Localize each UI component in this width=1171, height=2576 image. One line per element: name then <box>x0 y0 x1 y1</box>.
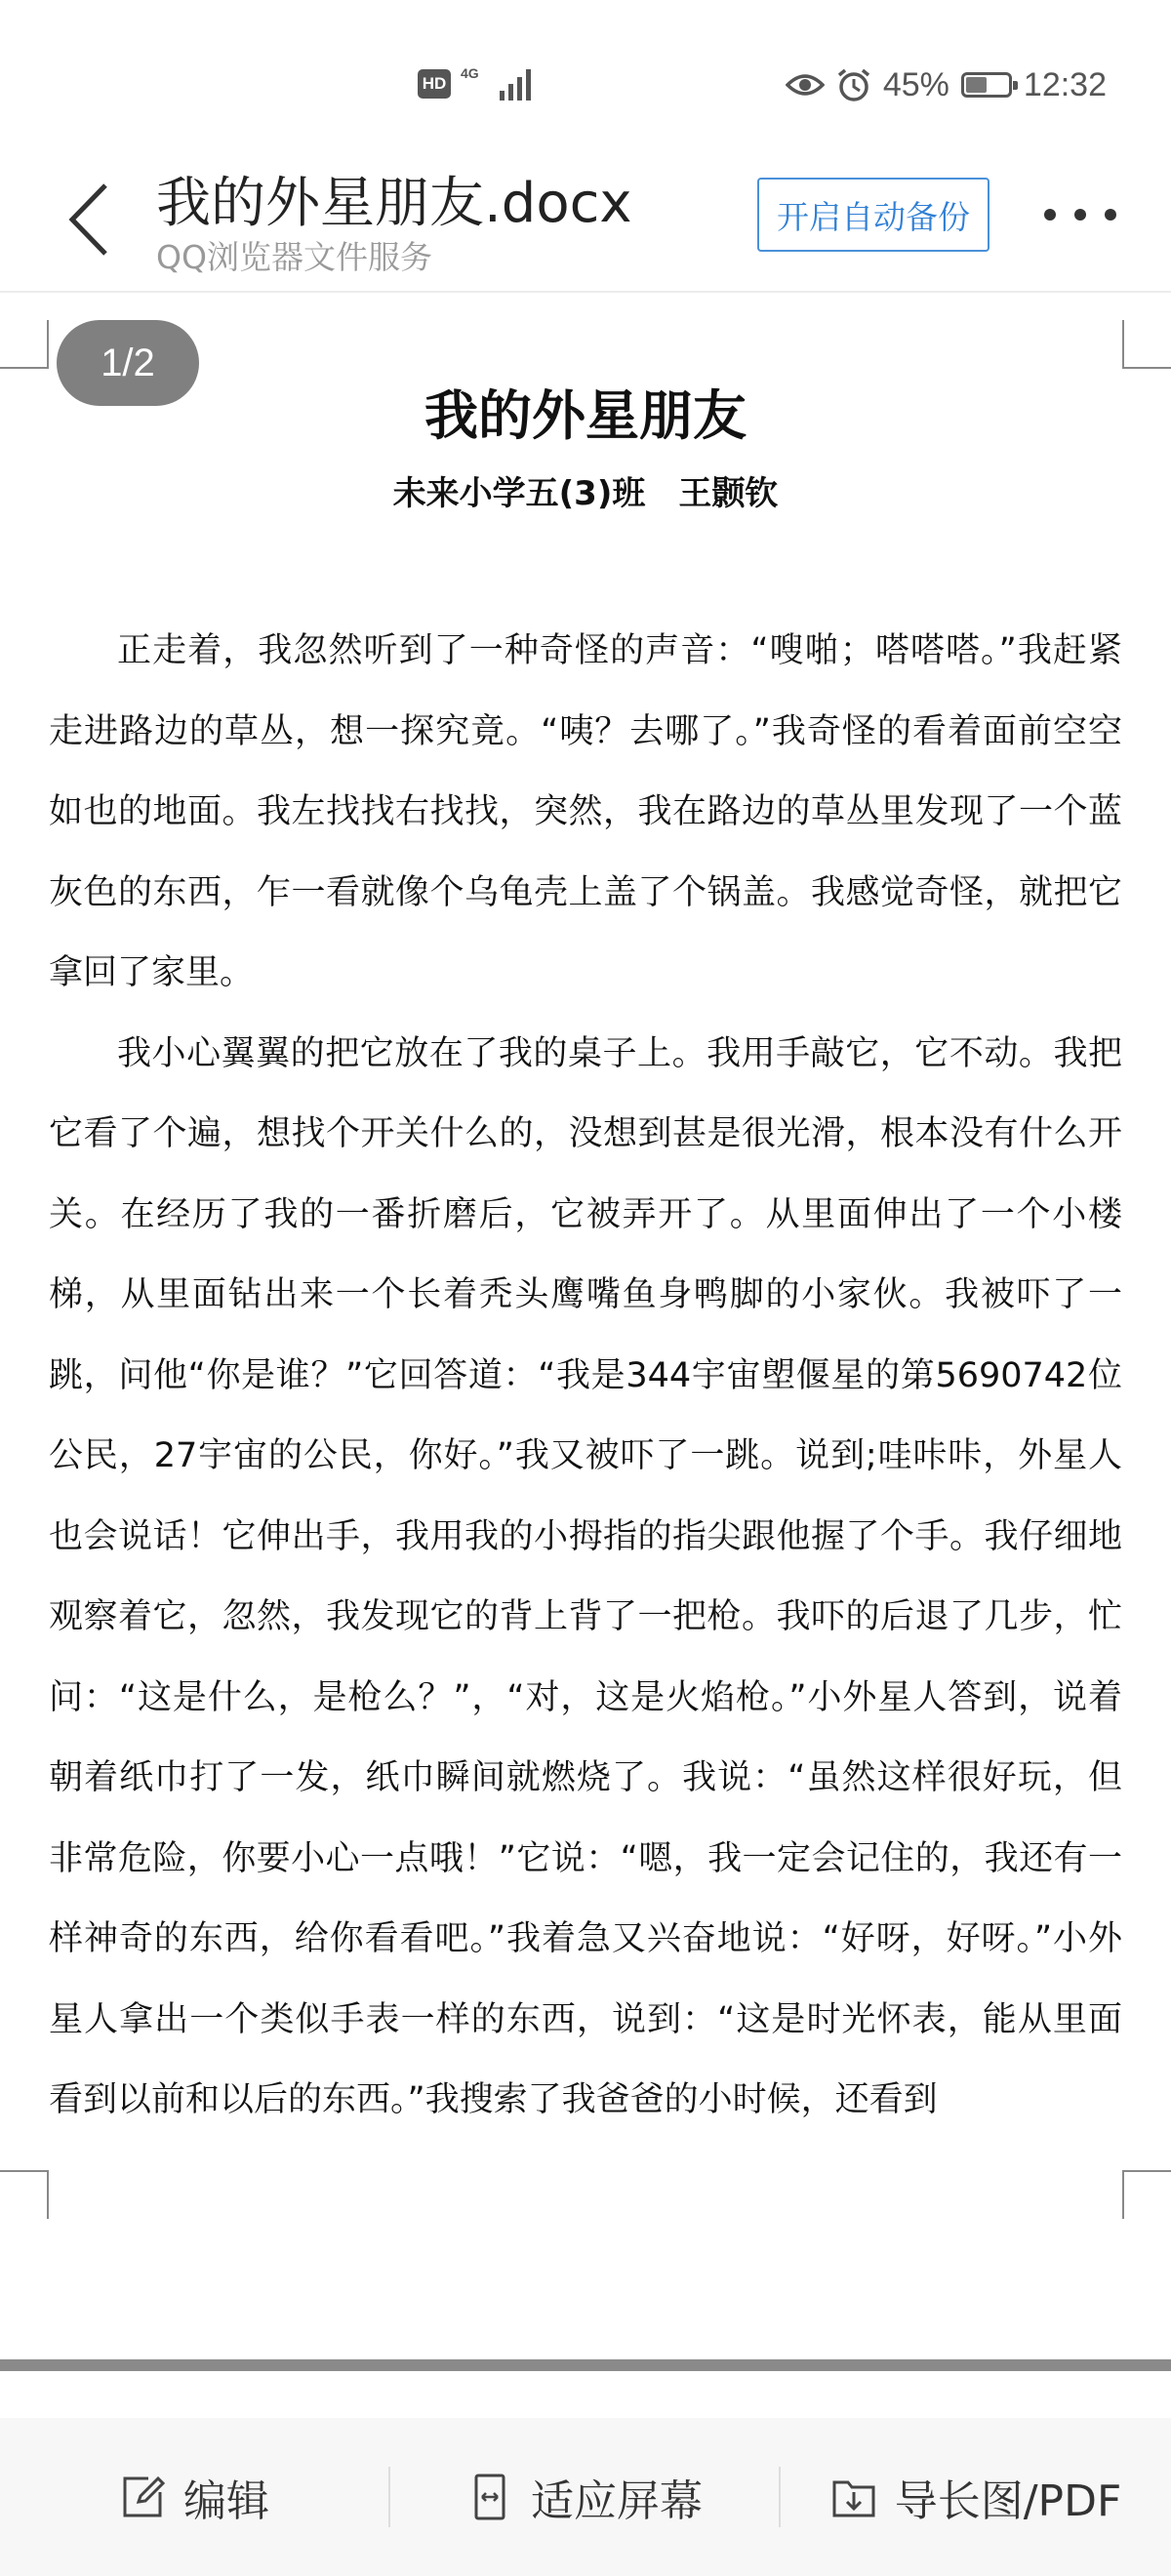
fit-width-icon <box>466 2473 513 2521</box>
document-body <box>49 611 1122 2141</box>
eye-comfort-icon <box>786 70 825 100</box>
page-corner-mark <box>0 2170 49 2219</box>
paragraph: 正走着，我忽然听到了一种奇怪的声音：“嗖啪；嗒嗒嗒。”我赶紧走进路边的草丛，想一探究竟。“咦？去哪了。”我奇怪的看着面前空空如也的地面。我左找找右找找，突然，我在路边的草丛里发现了一个蓝灰色的东西，乍一看就像个乌龟壳上盖了个锅盖。我感觉奇怪，就把它拿回了家里。 <box>49 631 1122 992</box>
document-title: 我的外星朋友 <box>424 384 747 447</box>
auto-backup-button[interactable]: 开启自动备份 <box>757 178 989 252</box>
more-dot-icon <box>1044 209 1056 221</box>
bottom-toolbar <box>0 2418 1171 2576</box>
network-type-icon <box>461 66 490 101</box>
status-right <box>786 62 1107 107</box>
document-author: 未来小学五(3)班 王颢钦 <box>392 474 779 513</box>
network-type-label: 4G <box>461 65 479 81</box>
export-label: 导长图/PDF <box>894 2476 1122 2526</box>
page-corner-mark <box>0 320 49 369</box>
back-button[interactable] <box>61 176 119 263</box>
fit-screen-button[interactable] <box>390 2418 779 2576</box>
more-dot-icon <box>1105 209 1116 221</box>
battery-icon <box>961 72 1012 98</box>
fit-screen-label: 适应屏幕 <box>531 2476 703 2526</box>
clock: 12:32 <box>1023 65 1107 103</box>
alarm-icon <box>836 67 871 102</box>
signal-strength-icon <box>500 67 531 101</box>
page-indicator: 1/2 <box>57 320 199 406</box>
hd-voice-icon: HD <box>418 69 451 99</box>
download-folder-icon <box>830 2473 877 2521</box>
battery-fill <box>966 77 987 93</box>
paragraph: 我小心翼翼的把它放在了我的桌子上。我用手敲它，它不动。我把它看了个遍，想找个开关什么的，没想到甚是很光滑，根本没有什么开关。在经历了我的一番折磨后，它被弄开了。从里面伸出了一个小楼梯，从里面钻出来一个长着秃头鹰嘴鱼身鸭脚的小家伙。我被吓了一跳，问他“你是谁？”它回答道：“我是344宇宙塱偃星的第5690742位公民，27宇宙的公民，你好。”我又被吓了一跳。说到;哇咔咔，外星人也会说话！它伸出手，我用我的小拇指的指尖跟他握了个手。我仔细地观察着它，忽然，我发现它的背上背了一把枪。我吓的后退了几步，忙问：“这是什么，是枪么？”，“对，这是火焰枪。”小外星人答到，说着朝着纸巾打了一发，纸巾瞬间就燃烧了。我说：“虽然这样很好玩，但非常危险，你要小心一点哦！”它说：“嗯，我一定会记住的，我还有一样神奇的东西，给你看看吧。”我着急又兴奋地说：“好呀，好呀。”小外星人拿出一个类似手表一样的东西，说到：“这是时光怀表，能从里面看到以前和以后的东西。”我搜索了我爸爸的小时候，还看到 <box>49 1033 1122 2119</box>
battery-percent: 45% <box>882 65 949 103</box>
status-bar <box>0 0 1171 146</box>
document-page[interactable] <box>0 293 1171 2195</box>
edit-label: 编辑 <box>183 2476 269 2526</box>
file-service-label: QQ浏览器文件服务 <box>156 238 432 276</box>
file-title: 我的外星朋友.docx <box>156 172 632 235</box>
back-arrow-icon <box>61 176 119 263</box>
export-pdf-button[interactable] <box>781 2418 1171 2576</box>
more-dot-icon <box>1074 209 1086 221</box>
page-corner-mark <box>1122 320 1171 369</box>
edit-button[interactable] <box>0 2418 388 2576</box>
edit-icon <box>119 2473 166 2521</box>
more-options-button[interactable] <box>1044 193 1116 236</box>
network-indicators <box>418 64 531 103</box>
app-header <box>0 146 1171 293</box>
page-corner-mark <box>1122 2170 1171 2219</box>
page-divider <box>0 2359 1171 2371</box>
